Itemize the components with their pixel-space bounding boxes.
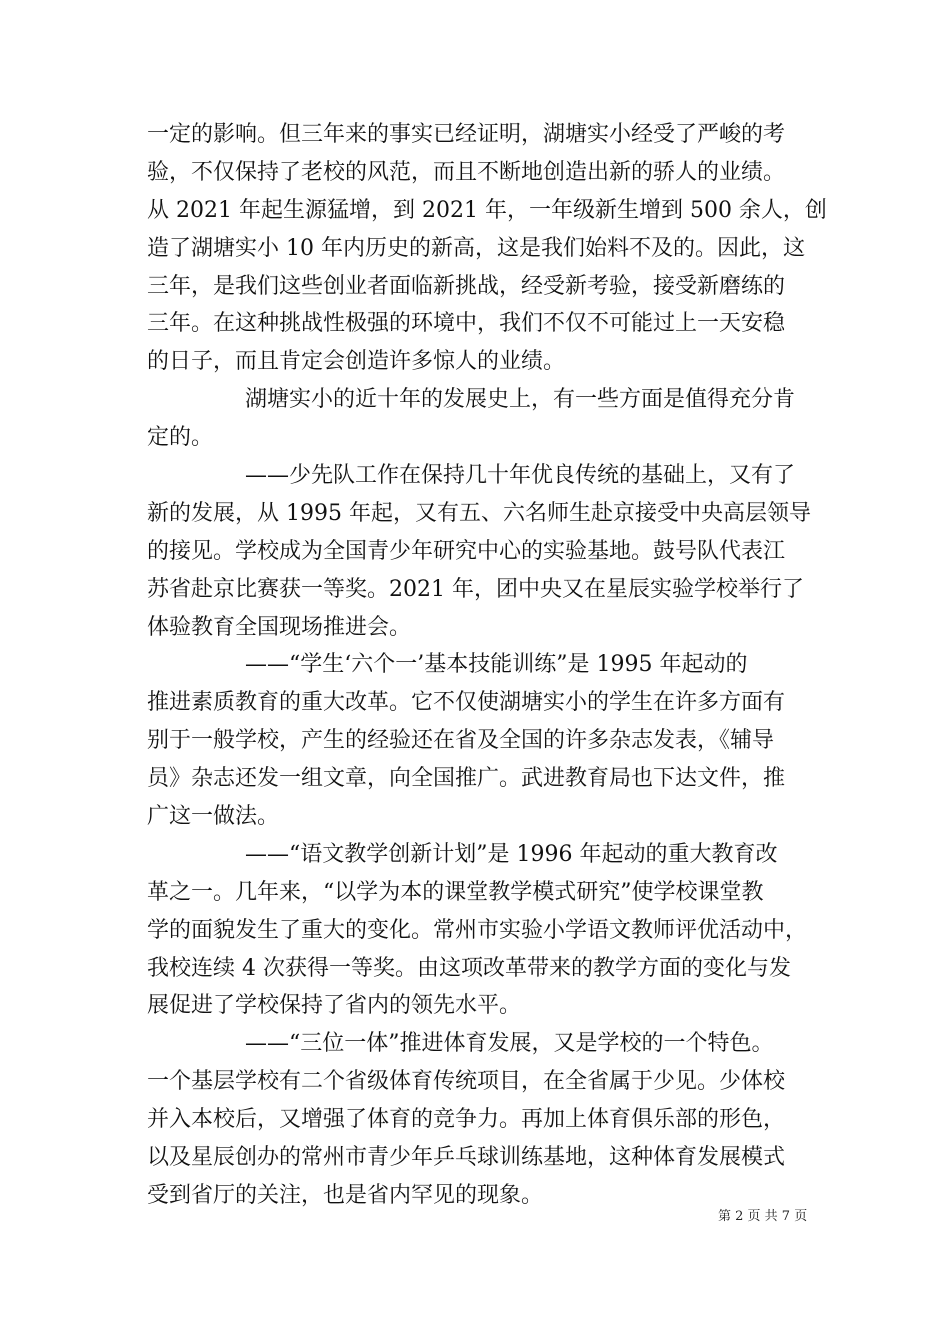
text-line: 三年，是我们这些创业者面临新挑战，经受新考验，接受新磨练的 bbox=[147, 273, 786, 299]
text-line: 的接见。学校成为全国青少年研究中心的实验基地。鼓号队代表江 bbox=[147, 538, 786, 564]
text-line: 推进素质教育的重大改革。它不仅使湖塘实小的学生在许多方面有 bbox=[147, 690, 786, 716]
text-line: ——少先队工作在保持几十年优良传统的基础上，又有了 bbox=[245, 463, 796, 489]
text-line: 三年。在这种挑战性极强的环境中，我们不仅不可能过上一天安稳 bbox=[147, 311, 786, 337]
text-line: 一个基层学校有二个省级体育传统项目，在全省属于少见。少体校 bbox=[147, 1069, 786, 1095]
text-line: 一定的影响。但三年来的事实已经证明，湖塘实小经受了严峻的考 bbox=[147, 122, 786, 147]
text-line: 广这一做法。 bbox=[147, 804, 280, 830]
text-line: 体验教育全国现场推进会。 bbox=[147, 614, 412, 640]
text-line: 新的发展，从 1995 年起，又有五、六名师生赴京接受中央高层领导 bbox=[147, 500, 811, 526]
text-line: 造了湖塘实小 10 年内历史的新高，这是我们始料不及的。因此，这 bbox=[147, 235, 805, 261]
text-line: 受到省厅的关注，也是省内罕见的现象。 bbox=[147, 1182, 544, 1208]
text-line: 展促进了学校保持了省内的领先水平。 bbox=[147, 993, 522, 1019]
text-line: 并入本校后，又增强了体育的竞争力。再加上体育俱乐部的形色， bbox=[147, 1107, 786, 1133]
body-text bbox=[147, 116, 827, 1215]
text-line: 定的。 bbox=[147, 425, 214, 451]
page-footer: 第 2 页 共 7 页 bbox=[718, 1209, 808, 1224]
text-line: 以及星辰创办的常州市青少年乒乓球训练基地，这种体育发展模式 bbox=[147, 1145, 786, 1171]
text-line: 学的面貌发生了重大的变化。常州市实验小学语文教师评优活动中， bbox=[147, 917, 808, 943]
text-line: 革之一。几年来，“以学为本的课堂教学模式研究”使学校课堂教 bbox=[147, 879, 764, 905]
text-line: 湖塘实小的近十年的发展史上，有一些方面是值得充分肯 bbox=[245, 387, 796, 413]
text-line: ——“语文教学创新计划”是 1996 年起动的重大教育改 bbox=[245, 841, 778, 867]
text-line: 员》杂志还发一组文章，向全国推广。武进教育局也下达文件，推 bbox=[147, 766, 786, 792]
text-line: 从 2021 年起生源猛增，到 2021 年，一年级新生增到 500 余人，创 bbox=[147, 197, 827, 223]
text-line: ——“三位一体”推进体育发展，又是学校的一个特色。 bbox=[245, 1031, 774, 1057]
text-line: 别于一般学校，产生的经验还在省及全国的许多杂志发表，《辅导 bbox=[147, 728, 775, 754]
text-line: ——“学生‘六个一’基本技能训练”是 1995 年起动的 bbox=[245, 652, 748, 678]
text-line: 我校连续 4 次获得一等奖。由这项改革带来的教学方面的变化与发 bbox=[147, 955, 791, 981]
text-line: 苏省赴京比赛获一等奖。2021 年，团中央又在星辰实验学校举行了 bbox=[147, 576, 804, 602]
text-line: 的日子，而且肯定会创造许多惊人的业绩。 bbox=[147, 349, 566, 375]
text-line: 验，不仅保持了老校的风范，而且不断地创造出新的骄人的业绩。 bbox=[147, 159, 786, 185]
